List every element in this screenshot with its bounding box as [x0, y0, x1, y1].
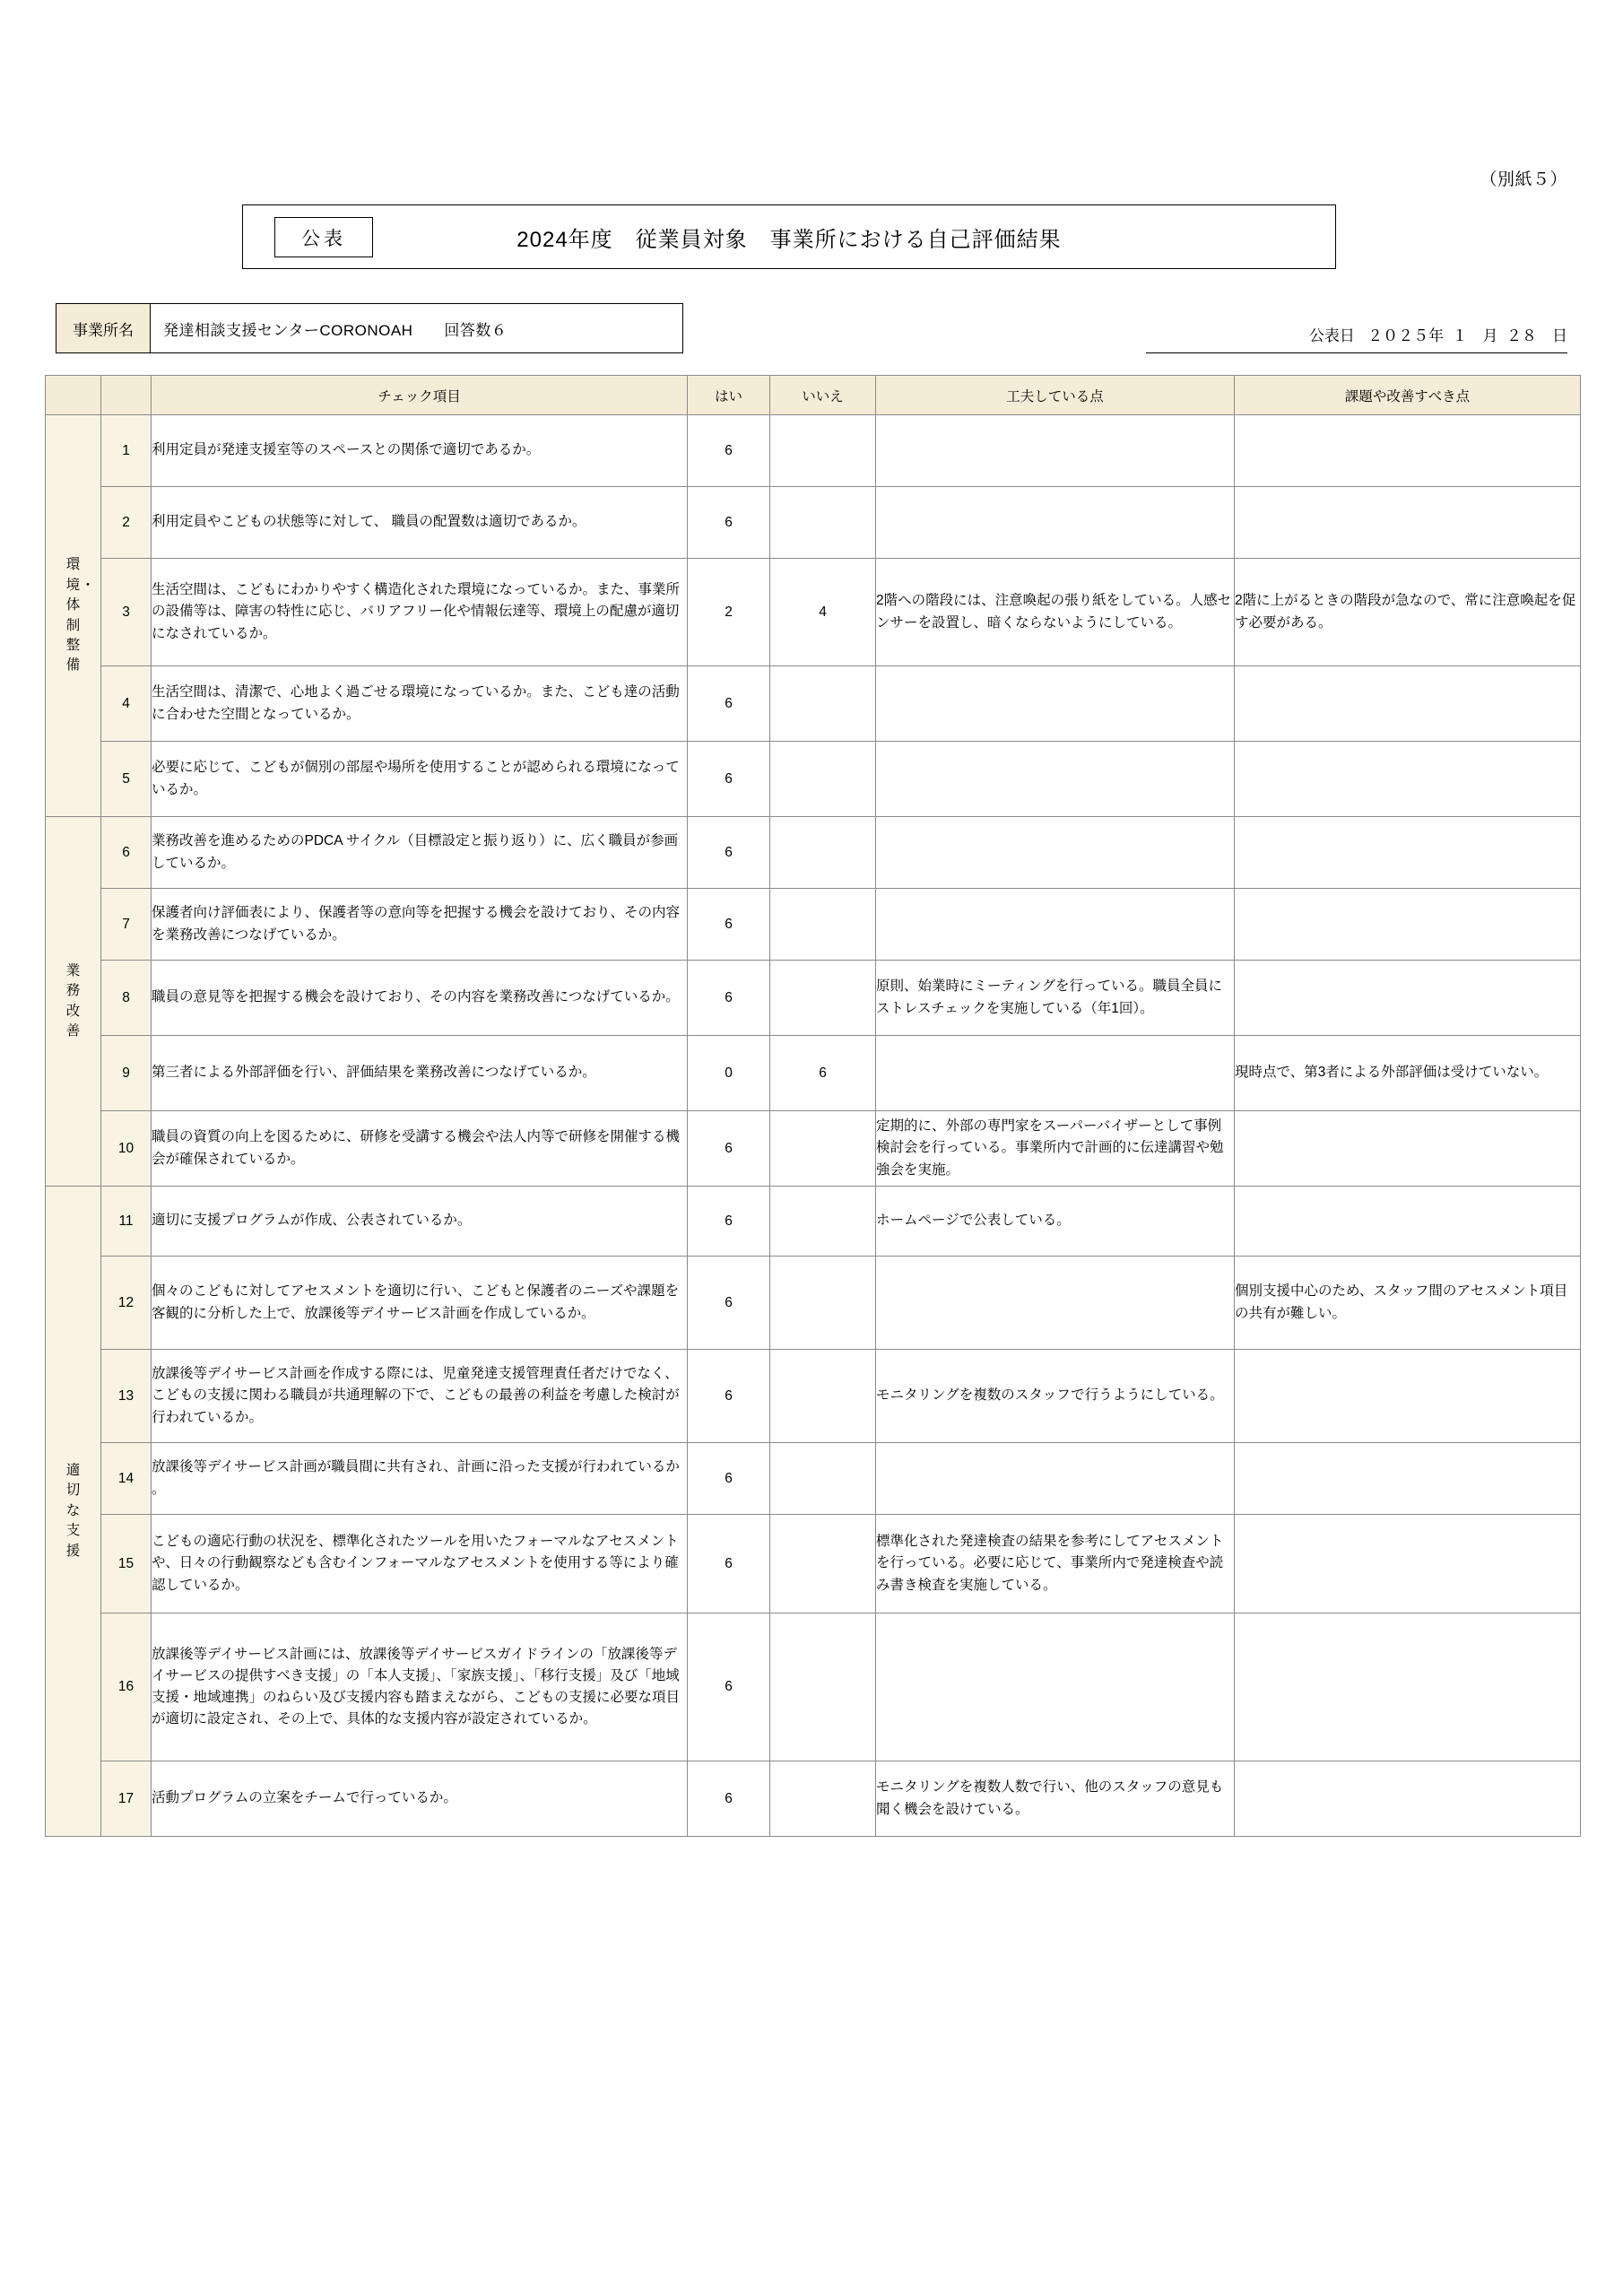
- category-cell: [46, 415, 101, 817]
- row-number-cell: 14: [101, 1443, 152, 1515]
- good-points-cell: 標準化された発達検査の結果を参考にしてアセスメントを行っている。必要に応じて、事業所内で発達検査や読み書き検査を実施している。: [876, 1515, 1235, 1613]
- category-label: 業務改善: [65, 962, 82, 1039]
- page-title: 2024年度 従業員対象 事業所における自己評価結果: [516, 227, 1062, 252]
- check-item-cell: 放課後等デイサービス計画が職員間に共有され、計画に沿った支援が行われているか 。: [152, 1443, 688, 1515]
- check-item-cell: 生活空間は、こどもにわかりやすく構造化された環境になっているか。また、事業所の設備等は、障害の特性に応じ、バリアフリー化や情報伝達等、環境上の配慮が適切になされているか。: [152, 559, 688, 666]
- improvement-points-cell: [1235, 1187, 1581, 1257]
- yes-count-cell: 6: [688, 961, 770, 1036]
- row-number-cell: 11: [101, 1187, 152, 1257]
- row-number-cell: 8: [101, 961, 152, 1036]
- no-count-cell: [770, 487, 876, 559]
- table-row: [46, 1036, 1581, 1111]
- table-row: [46, 1187, 1581, 1257]
- improvement-points-cell: [1235, 1515, 1581, 1613]
- row-number-cell: 6: [101, 817, 152, 889]
- no-count-cell: [770, 817, 876, 889]
- no-count-cell: [770, 1443, 876, 1515]
- improvement-points-cell: [1235, 415, 1581, 487]
- improvement-points-cell: [1235, 1761, 1581, 1837]
- check-item-cell: 生活空間は、清潔で、心地よく過ごせる環境になっているか。また、こども達の活動に合わせた空間となっているか。: [152, 666, 688, 742]
- title-box: [242, 204, 1336, 269]
- publish-badge: 公表: [274, 217, 373, 257]
- good-points-cell: 定期的に、外部の専門家をスーパーバイザーとして事例検討会を行っている。事業所内で計画的に伝達講習や勉強会を実施。: [876, 1111, 1235, 1187]
- row-number-cell: 5: [101, 742, 152, 817]
- category-cell: [46, 1187, 101, 1837]
- yes-count-cell: 6: [688, 1761, 770, 1837]
- table-row: [46, 742, 1581, 817]
- row-number-cell: 1: [101, 415, 152, 487]
- yes-count-cell: 6: [688, 1443, 770, 1515]
- publish-date-month: １ 月: [1452, 327, 1498, 344]
- good-points-cell: [876, 1036, 1235, 1111]
- good-points-cell: [876, 487, 1235, 559]
- table-row: [46, 1350, 1581, 1443]
- good-points-cell: [876, 1443, 1235, 1515]
- good-points-cell: ホームページで公表している。: [876, 1187, 1235, 1257]
- improvement-points-cell: [1235, 889, 1581, 961]
- table-row: [46, 961, 1581, 1036]
- table-header-row: [46, 376, 1581, 415]
- table-row: [46, 1111, 1581, 1187]
- yes-count-cell: 6: [688, 1187, 770, 1257]
- row-number-cell: 7: [101, 889, 152, 961]
- improvement-points-cell: 2階に上がるときの階段が急なので、常に注意喚起を促す必要がある。: [1235, 559, 1581, 666]
- row-number-cell: 2: [101, 487, 152, 559]
- check-item-cell: 業務改善を進めるためのPDCA サイクル（目標設定と振り返り）に、広く職員が参画しているか。: [152, 817, 688, 889]
- no-count-cell: [770, 889, 876, 961]
- yes-count-cell: 6: [688, 1350, 770, 1443]
- table-row: [46, 817, 1581, 889]
- check-item-cell: 適切に支援プログラムが作成、公表されているか。: [152, 1187, 688, 1257]
- office-box: [56, 303, 683, 353]
- check-item-cell: こどもの適応行動の状況を、標準化されたツールを用いたフォーマルなアセスメントや、日々の行動観察なども含むインフォーマルなアセスメントを使用する等により確認しているか。: [152, 1515, 688, 1613]
- yes-count-cell: 0: [688, 1036, 770, 1111]
- good-points-cell: [876, 1613, 1235, 1761]
- improvement-points-cell: [1235, 487, 1581, 559]
- good-points-cell: [876, 889, 1235, 961]
- improvement-points-cell: [1235, 817, 1581, 889]
- improvement-points-cell: [1235, 1111, 1581, 1187]
- no-count-cell: [770, 742, 876, 817]
- no-count-cell: [770, 961, 876, 1036]
- yes-count-cell: 6: [688, 666, 770, 742]
- table-row: [46, 666, 1581, 742]
- row-number-cell: 15: [101, 1515, 152, 1613]
- yes-count-cell: 6: [688, 1515, 770, 1613]
- yes-count-cell: 2: [688, 559, 770, 666]
- no-count-cell: 6: [770, 1036, 876, 1111]
- row-number-cell: 10: [101, 1111, 152, 1187]
- improvement-points-cell: [1235, 1350, 1581, 1443]
- no-count-cell: [770, 1350, 876, 1443]
- check-item-cell: 職員の意見等を把握する機会を設けており、その内容を業務改善につなげているか。: [152, 961, 688, 1036]
- publish-date-day: ２８ 日: [1506, 327, 1567, 344]
- column-header-good: 工夫している点: [876, 376, 1235, 415]
- attachment-number: （別紙５）: [1480, 170, 1567, 189]
- check-item-cell: 放課後等デイサービス計画には、放課後等デイサービスガイドラインの「放課後等デイサービスの提供すべき支援」の「本人支援」、「家族支援」、「移行支援」及び「地域支援・地域連携」のねらい及び支援内容も踏まえながら、こどもの支援に必要な項目が適切に設定され、その上で、具体的な支援内容が設定されているか。: [152, 1613, 688, 1761]
- good-points-cell: [876, 817, 1235, 889]
- column-header-no: [101, 376, 152, 415]
- improvement-points-cell: [1235, 961, 1581, 1036]
- publish-date-year: ２０２５年: [1367, 327, 1445, 344]
- no-count-cell: [770, 1613, 876, 1761]
- table-row: [46, 1443, 1581, 1515]
- row-number-cell: 12: [101, 1257, 152, 1350]
- check-item-cell: 第三者による外部評価を行い、評価結果を業務改善につなげているか。: [152, 1036, 688, 1111]
- table-row: [46, 415, 1581, 487]
- column-header-yes: はい: [688, 376, 770, 415]
- improvement-points-cell: [1235, 742, 1581, 817]
- good-points-cell: [876, 742, 1235, 817]
- no-count-cell: [770, 1515, 876, 1613]
- check-item-cell: 必要に応じて、こどもが個別の部屋や場所を使用することが認められる環境になっているか。: [152, 742, 688, 817]
- no-count-cell: [770, 1187, 876, 1257]
- no-count-cell: [770, 1111, 876, 1187]
- table-row: [46, 1761, 1581, 1837]
- yes-count-cell: 6: [688, 1613, 770, 1761]
- good-points-cell: [876, 415, 1235, 487]
- check-item-cell: 利用定員が発達支援室等のスペースとの関係で適切であるか。: [152, 415, 688, 487]
- table-body: [46, 415, 1581, 1837]
- check-item-cell: 職員の資質の向上を図るために、研修を受講する機会や法人内等で研修を開催する機会が確保されているか。: [152, 1111, 688, 1187]
- table-row: [46, 559, 1581, 666]
- table-row: [46, 487, 1581, 559]
- good-points-cell: [876, 666, 1235, 742]
- good-points-cell: モニタリングを複数のスタッフで行うようにしている。: [876, 1350, 1235, 1443]
- yes-count-cell: 6: [688, 742, 770, 817]
- good-points-cell: 原則、始業時にミーティングを行っている。職員全員にストレスチェックを実施している（年1回）。: [876, 961, 1235, 1036]
- row-number-cell: 16: [101, 1613, 152, 1761]
- office-name-value: 発達相談支援センターCORONOAH 回答数６: [163, 321, 508, 339]
- check-item-cell: 個々のこどもに対してアセスメントを適切に行い、こどもと保護者のニーズや課題を客観的に分析した上で、放課後等デイサービス計画を作成しているか。: [152, 1257, 688, 1350]
- no-count-cell: 4: [770, 559, 876, 666]
- row-number-cell: 13: [101, 1350, 152, 1443]
- yes-count-cell: 6: [688, 1111, 770, 1187]
- improvement-points-cell: [1235, 1613, 1581, 1761]
- table-row: [46, 1515, 1581, 1613]
- improvement-points-cell: 現時点で、第3者による外部評価は受けていない。: [1235, 1036, 1581, 1111]
- self-evaluation-table: [45, 375, 1581, 1837]
- yes-count-cell: 6: [688, 1257, 770, 1350]
- yes-count-cell: 6: [688, 889, 770, 961]
- no-count-cell: [770, 1257, 876, 1350]
- column-header-no-answer: いいえ: [770, 376, 876, 415]
- no-count-cell: [770, 1761, 876, 1837]
- yes-count-cell: 6: [688, 415, 770, 487]
- good-points-cell: 2階への階段には、注意喚起の張り紙をしている。人感センサーを設置し、暗くならないようにしている。: [876, 559, 1235, 666]
- improvement-points-cell: [1235, 1443, 1581, 1515]
- yes-count-cell: 6: [688, 817, 770, 889]
- table-row: [46, 1257, 1581, 1350]
- column-header-item: チェック項目: [152, 376, 688, 415]
- category-label: 環境・体制整備: [65, 557, 96, 674]
- improvement-points-cell: 個別支援中心のため、スタッフ間のアセスメント項目の共有が難しい。: [1235, 1257, 1581, 1350]
- yes-count-cell: 6: [688, 487, 770, 559]
- check-item-cell: 利用定員やこどもの状態等に対して、 職員の配置数は適切であるか。: [152, 487, 688, 559]
- column-header-category: [46, 376, 101, 415]
- table-row: [46, 1613, 1581, 1761]
- good-points-cell: モニタリングを複数人数で行い、他のスタッフの意見も聞く機会を設けている。: [876, 1761, 1235, 1837]
- row-number-cell: 4: [101, 666, 152, 742]
- table-row: [46, 889, 1581, 961]
- row-number-cell: 3: [101, 559, 152, 666]
- good-points-cell: [876, 1257, 1235, 1350]
- no-count-cell: [770, 666, 876, 742]
- publish-date-label: 公表日: [1308, 327, 1355, 344]
- column-header-improve: 課題や改善すべき点: [1235, 376, 1581, 415]
- check-item-cell: 活動プログラムの立案をチームで行っているか。: [152, 1761, 688, 1837]
- check-item-cell: 放課後等デイサービス計画を作成する際には、児童発達支援管理責任者だけでなく、こどもの支援に関わる職員が共通理解の下で、こどもの最善の利益を考慮した検討が行われているか。: [152, 1350, 688, 1443]
- row-number-cell: 17: [101, 1761, 152, 1837]
- office-name-label: 事業所名: [56, 304, 151, 352]
- check-item-cell: 保護者向け評価表により、保護者等の意向等を把握する機会を設けており、その内容を業務改善につなげているか。: [152, 889, 688, 961]
- publish-date: [1146, 323, 1567, 353]
- category-cell: [46, 817, 101, 1187]
- category-label: 適切な支援: [65, 1462, 82, 1559]
- no-count-cell: [770, 415, 876, 487]
- improvement-points-cell: [1235, 666, 1581, 742]
- row-number-cell: 9: [101, 1036, 152, 1111]
